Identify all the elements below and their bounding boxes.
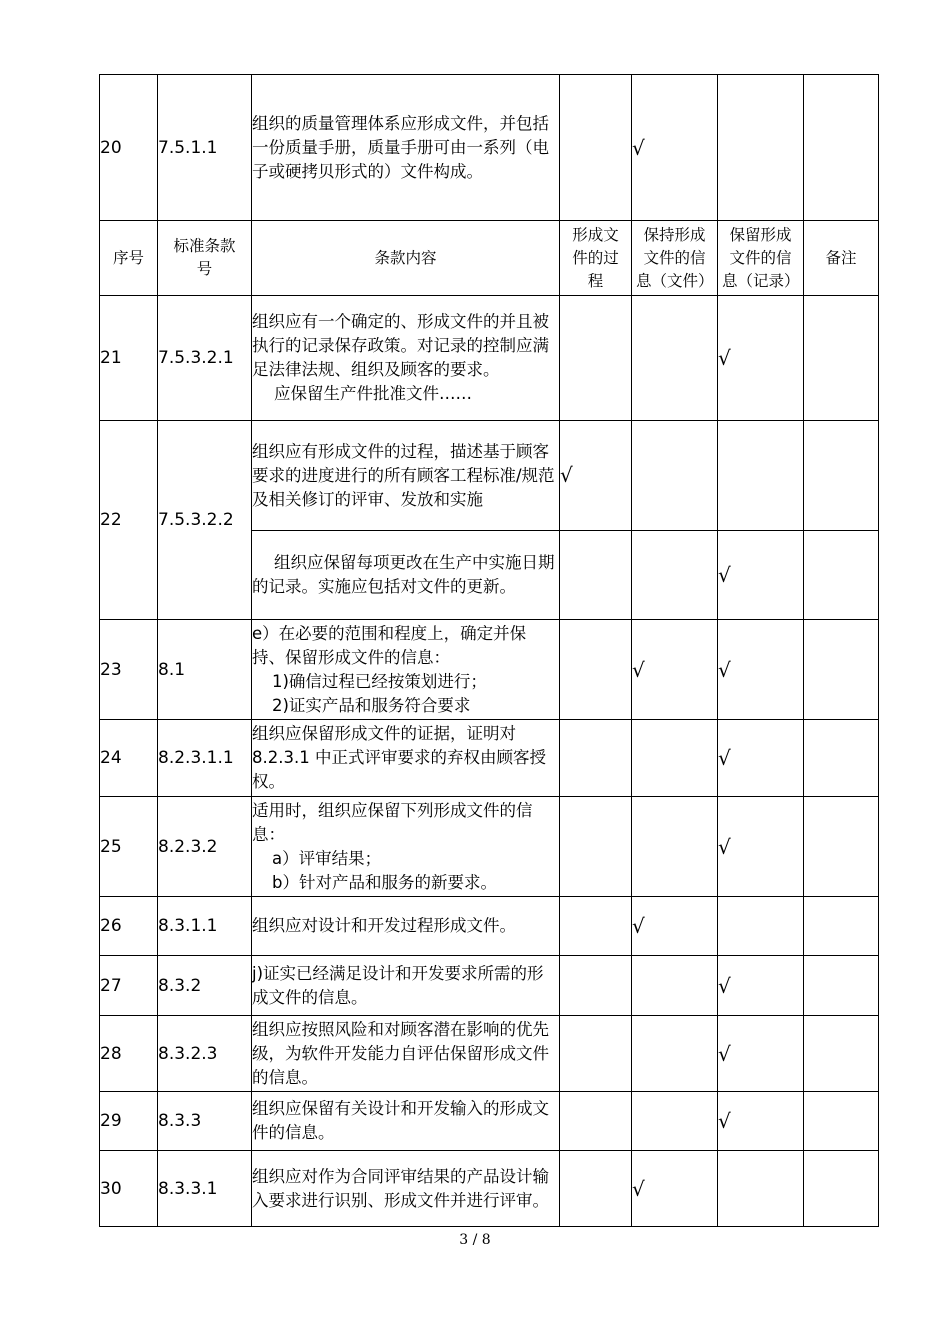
clause-content xyxy=(252,720,560,797)
clause-text: 组织应保留形成文件的证据，证明对 8.2.3.1 中正式评审要求的弃权由顾客授权。 xyxy=(252,724,546,791)
retain-check: √ xyxy=(718,956,804,1016)
retain-check: √ xyxy=(718,1016,804,1092)
clause-content xyxy=(252,797,560,897)
clause-number: 8.1 xyxy=(158,620,252,720)
clause-text: 组织应有一个确定的、形成文件的并且被执行的记录保存政策。对记录的控制应满足法律法规、组织及顾客的要求。 xyxy=(252,312,549,379)
clause-text: 组织应保留有关设计和开发输入的形成文件的信息。 xyxy=(252,1099,549,1142)
clause-content xyxy=(252,1016,560,1092)
maintain-check: √ xyxy=(632,897,718,956)
clause-number: 8.2.3.1.1 xyxy=(158,720,252,797)
remark-cell xyxy=(804,531,879,620)
clause-text: 组织应对设计和开发过程形成文件。 xyxy=(252,916,516,935)
retain-cell xyxy=(718,421,804,531)
retain-check: √ xyxy=(718,296,804,421)
row-number: 25 xyxy=(100,797,158,897)
maintain-check: √ xyxy=(632,75,718,221)
header-seq: 序号 xyxy=(100,221,158,296)
table-row xyxy=(100,897,879,956)
retain-check: √ xyxy=(718,720,804,797)
remark-cell xyxy=(804,1151,879,1227)
process-cell xyxy=(560,720,632,797)
retain-check: √ xyxy=(718,620,804,720)
clause-number: 8.3.3 xyxy=(158,1092,252,1151)
row-number: 24 xyxy=(100,720,158,797)
process-check: √ xyxy=(560,421,632,531)
maintain-cell xyxy=(632,1092,718,1151)
table-row xyxy=(100,75,879,221)
clause-content xyxy=(252,296,560,421)
retain-check: √ xyxy=(718,531,804,620)
clause-text: j)证实已经满足设计和开发要求所需的形成文件的信息。 xyxy=(252,963,544,1007)
remark-cell xyxy=(804,75,879,221)
clause-table xyxy=(99,74,879,1227)
clause-text-2: 应保留生产件批准文件…… xyxy=(274,384,472,403)
clause-text: 适用时，组织应保留下列形成文件的信息： xyxy=(252,800,533,844)
header-process: 形成文件的过程 xyxy=(560,221,632,296)
maintain-cell xyxy=(632,956,718,1016)
clause-number: 7.5.1.1 xyxy=(158,75,252,221)
remark-cell xyxy=(804,720,879,797)
remark-cell xyxy=(804,956,879,1016)
table-row xyxy=(100,421,879,531)
clause-content xyxy=(252,531,560,620)
process-cell xyxy=(560,1151,632,1227)
clause-content xyxy=(252,75,560,221)
clause-text: 组织应对作为合同评审结果的产品设计输入要求进行识别、形成文件并进行评审。 xyxy=(252,1166,549,1210)
table-row xyxy=(100,797,879,897)
clause-content xyxy=(252,897,560,956)
clause-content xyxy=(252,956,560,1016)
header-retain: 保留形成文件的信息（记录） xyxy=(718,221,804,296)
clause-content xyxy=(252,1092,560,1151)
clause-number: 8.3.2 xyxy=(158,956,252,1016)
retain-cell xyxy=(718,897,804,956)
maintain-cell xyxy=(632,720,718,797)
row-number: 30 xyxy=(100,1151,158,1227)
row-number: 23 xyxy=(100,620,158,720)
header-maintain: 保持形成文件的信息（文件） xyxy=(632,221,718,296)
clause-text: 组织应按照风险和对顾客潜在影响的优先级，为软件开发能力自评估保留形成文件的信息。 xyxy=(252,1019,549,1087)
table-row xyxy=(100,620,879,720)
row-number: 20 xyxy=(100,75,158,221)
remark-cell xyxy=(804,1092,879,1151)
clause-number: 8.2.3.2 xyxy=(158,797,252,897)
page-number: 3 / 8 xyxy=(459,1232,491,1248)
process-cell xyxy=(560,956,632,1016)
process-cell xyxy=(560,75,632,221)
remark-cell xyxy=(804,421,879,531)
clause-item: 2)证实产品和服务符合要求 xyxy=(272,695,471,715)
process-cell xyxy=(560,296,632,421)
process-cell xyxy=(560,1092,632,1151)
clause-number: 7.5.3.2.1 xyxy=(158,296,252,421)
clause-number: 8.3.1.1 xyxy=(158,897,252,956)
clause-number: 8.3.3.1 xyxy=(158,1151,252,1227)
remark-cell xyxy=(804,296,879,421)
clause-text: 组织应保留每项更改在生产中实施日期的记录。实施应包括对文件的更新。 xyxy=(252,553,555,596)
retain-cell xyxy=(718,1151,804,1227)
process-cell xyxy=(560,1016,632,1092)
remark-cell xyxy=(804,897,879,956)
maintain-cell xyxy=(632,421,718,531)
process-cell xyxy=(560,897,632,956)
row-number: 21 xyxy=(100,296,158,421)
remark-cell xyxy=(804,620,879,720)
clause-content xyxy=(252,1151,560,1227)
maintain-check: √ xyxy=(632,620,718,720)
header-clause: 标准条款号 xyxy=(158,221,252,296)
row-number: 29 xyxy=(100,1092,158,1151)
process-cell xyxy=(560,620,632,720)
clause-item: b）针对产品和服务的新要求。 xyxy=(272,872,497,892)
row-number: 22 xyxy=(100,421,158,620)
clause-item: a）评审结果； xyxy=(272,848,382,868)
table-row xyxy=(100,296,879,421)
retain-cell xyxy=(718,75,804,221)
table-row xyxy=(100,1016,879,1092)
clause-number: 7.5.3.2.2 xyxy=(158,421,252,620)
maintain-cell xyxy=(632,296,718,421)
maintain-cell xyxy=(632,797,718,897)
clause-text: 组织应有形成文件的过程，描述基于顾客要求的进度进行的所有顾客工程标准/规范及相关修订的评审、发放和实施 xyxy=(252,441,555,509)
remark-cell xyxy=(804,1016,879,1092)
row-number: 26 xyxy=(100,897,158,956)
maintain-cell xyxy=(632,531,718,620)
header-content: 条款内容 xyxy=(252,221,560,296)
process-cell xyxy=(560,797,632,897)
maintain-check: √ xyxy=(632,1151,718,1227)
clause-text: 组织的质量管理体系应形成文件，并包括一份质量手册，质量手册可由一系列（电子或硬拷贝形式的）文件构成。 xyxy=(252,113,549,181)
process-cell xyxy=(560,531,632,620)
clause-item: 1)确信过程已经按策划进行； xyxy=(272,671,487,691)
row-number: 27 xyxy=(100,956,158,1016)
maintain-cell xyxy=(632,1016,718,1092)
retain-check: √ xyxy=(718,1092,804,1151)
table-row xyxy=(100,1092,879,1151)
table-header-row xyxy=(100,221,879,296)
table-row xyxy=(100,956,879,1016)
remark-cell xyxy=(804,797,879,897)
clause-text: e）在必要的范围和程度上，确定并保持、保留形成文件的信息： xyxy=(252,623,527,667)
clause-content xyxy=(252,620,560,720)
header-remark: 备注 xyxy=(804,221,879,296)
clause-content xyxy=(252,421,560,531)
row-number: 28 xyxy=(100,1016,158,1092)
table-row xyxy=(100,720,879,797)
retain-check: √ xyxy=(718,797,804,897)
clause-number: 8.3.2.3 xyxy=(158,1016,252,1092)
table-row xyxy=(100,1151,879,1227)
